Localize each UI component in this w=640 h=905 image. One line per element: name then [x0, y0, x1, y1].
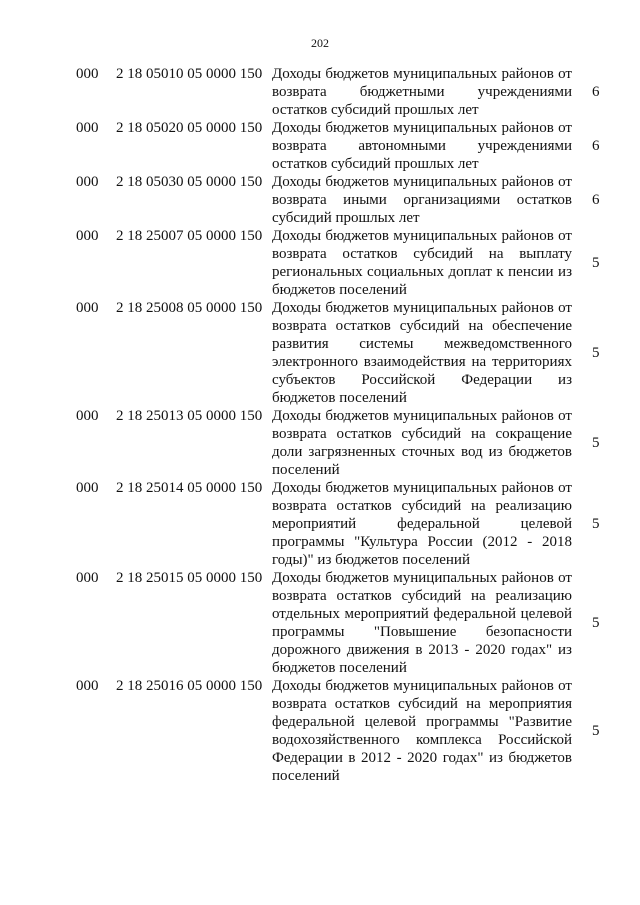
revenue-name: Доходы бюджетов муниципальных районов от возврата остатков субсидий на реализацию отдельных мероприятий федеральной целевой программы "Повышение безопасности дорожного движения в 2013 - 2020 годах" из бюджетов поселений — [272, 570, 572, 676]
revenue-name: Доходы бюджетов муниципальных районов от возврата автономными учреждениями остатков субсидий прошлых лет — [272, 120, 572, 172]
table-row — [0, 173, 640, 227]
allocation-norm: 5 — [592, 615, 600, 631]
allocation-norm: 6 — [592, 84, 600, 100]
budget-classification-code: 2 18 25013 05 0000 150 — [116, 408, 263, 424]
admin-code: 000 — [76, 228, 99, 244]
table-row — [0, 227, 640, 299]
table-row — [0, 65, 640, 119]
admin-code: 000 — [76, 300, 99, 316]
table-row — [0, 407, 640, 479]
allocation-norm: 6 — [592, 138, 600, 154]
table-row — [0, 569, 640, 677]
budget-classification-code: 2 18 05010 05 0000 150 — [116, 66, 263, 82]
revenue-name: Доходы бюджетов муниципальных районов от возврата остатков субсидий на реализацию мероприятий федеральной целевой программы "Культура России (2012 - 2018 годы)" из бюджетов поселений — [272, 480, 572, 568]
budget-classification-code: 2 18 25014 05 0000 150 — [116, 480, 263, 496]
admin-code: 000 — [76, 120, 99, 136]
allocation-norm: 5 — [592, 345, 600, 361]
budget-classification-code: 2 18 25015 05 0000 150 — [116, 570, 263, 586]
budget-classification-code: 2 18 05020 05 0000 150 — [116, 120, 263, 136]
revenue-table — [0, 65, 640, 785]
allocation-norm: 5 — [592, 723, 600, 739]
revenue-name: Доходы бюджетов муниципальных районов от возврата остатков субсидий на мероприятия федеральной целевой программы "Развитие водохозяйственного комплекса Российской Федерации в 2012 - 2020 годах" из бюджетов поселений — [272, 678, 572, 784]
table-row — [0, 677, 640, 785]
revenue-name: Доходы бюджетов муниципальных районов от возврата иными организациями остатков субсидий прошлых лет — [272, 174, 572, 226]
allocation-norm: 5 — [592, 435, 600, 451]
revenue-name: Доходы бюджетов муниципальных районов от возврата остатков субсидий на сокращение доли загрязненных сточных вод из бюджетов поселений — [272, 408, 572, 478]
admin-code: 000 — [76, 678, 99, 694]
table-row — [0, 119, 640, 173]
table-row — [0, 299, 640, 407]
allocation-norm: 5 — [592, 255, 600, 271]
table-row — [0, 479, 640, 569]
revenue-name: Доходы бюджетов муниципальных районов от возврата остатков субсидий на обеспечение развития системы межведомственного электронного взаимодействия на территориях субъектов Российской Федерации из бюджетов поселений — [272, 300, 572, 406]
budget-classification-code: 2 18 25008 05 0000 150 — [116, 300, 263, 316]
admin-code: 000 — [76, 480, 99, 496]
budget-classification-code: 2 18 25007 05 0000 150 — [116, 228, 263, 244]
allocation-norm: 6 — [592, 192, 600, 208]
admin-code: 000 — [76, 570, 99, 586]
allocation-norm: 5 — [592, 516, 600, 532]
admin-code: 000 — [76, 66, 99, 82]
admin-code: 000 — [76, 408, 99, 424]
revenue-name: Доходы бюджетов муниципальных районов от возврата бюджетными учреждениями остатков субсидий прошлых лет — [272, 66, 572, 118]
revenue-name: Доходы бюджетов муниципальных районов от возврата остатков субсидий на выплату региональных социальных доплат к пенсии из бюджетов поселений — [272, 228, 572, 298]
budget-classification-code: 2 18 05030 05 0000 150 — [116, 174, 263, 190]
page-number: 202 — [311, 36, 329, 50]
admin-code: 000 — [76, 174, 99, 190]
budget-classification-code: 2 18 25016 05 0000 150 — [116, 678, 263, 694]
